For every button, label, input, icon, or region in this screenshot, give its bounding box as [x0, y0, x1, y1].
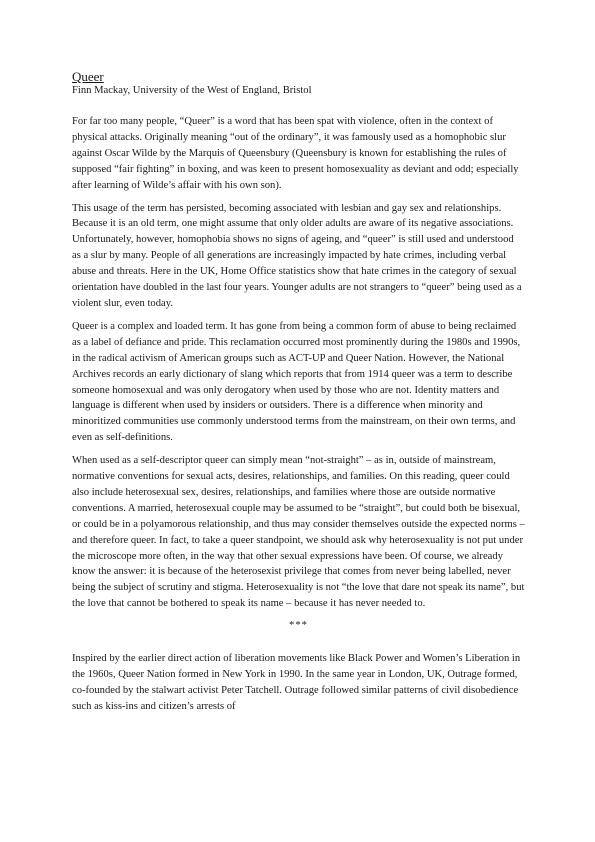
document-title: Queer — [72, 69, 104, 84]
document-body — [72, 70, 525, 722]
paragraph: For far too many people, “Queer” is a word that has been spat with violence, often in the context of physical attacks. Originally meaning “out of the ordinary”, it was famously used as a homophobic slur against Oscar Wilde by the Marquis of Queensbury (Queensbury is known for establishing the rules of supposed “fair fighting” in boxing, and was keen to present homosexuality as deviant and odd; especially after learning of Wilde’s affair with his own son). — [72, 116, 519, 191]
paragraph: Queer is a complex and loaded term. It has gone from being a common form of abuse to being reclaimed as a label of defiance and pride. This reclamation occurred most prominently during the 1980s and 1990s, in the radical activism of American groups such as ACT-UP and Queer Nation. However, the National Archives records an early dictionary of slang which reports that from 1914 queer was a term to describe someone homosexual and was only derogatory when used by those who are not. Identity matters and language is different when used by insiders or outsiders. There is a difference when minority and minoritized communities use commonly understood terms from the mainstream, on their own terms, and even as self-definitions. — [72, 320, 521, 444]
paragraph: When used as a self-descriptor queer can simply mean “not-straight” – as in, outside of mainstream, normative conventions for sexual acts, desires, relationships, and families. On this reading, queer could also include heterosexual sex, desires, relationships, and families where those are outside normative conventions. A married, heterosexual couple may be assumed to be “straight”, but could both be bisexual, or could be in a polyamorous relationship, and thus may consider themselves outside the expected norms – and therefore queer. In fact, to take a queer standpoint, we should ask why heterosexuality is not put under the microscope more often, in the way that other sexual expressions have been. Of course, we already know the answer: it is because of the heterosexist privilege that comes from never being labelled, never being the subject of scrutiny and stigma. Heterosexuality is not “the love that dare not speak its name”, but the love that cannot be bothered to speak its name – because it has never needed to. — [72, 455, 525, 610]
section-separator: *** — [289, 620, 308, 632]
author-line: Finn Mackay, University of the West of England, Bristol — [72, 85, 312, 96]
paragraph: Inspired by the earlier direct action of liberation movements like Black Power and Women’s Liberation in the 1960s, Queer Nation formed in New York in 1990. In the same year in London, UK, Outrage formed, co-founded by the stalwart activist Peter Tatchell. Outrage followed similar patterns of civil disobedience such as kiss-ins and citizen’s arrests of — [72, 653, 521, 712]
paragraph: This usage of the term has persisted, becoming associated with lesbian and gay sex and relationships. Because it is an old term, one might assume that only older adults are aware of its negative associations. Unfortunately, however, homophobia shows no signs of ageing, and “queer” is still used and understood as a slur by many. People of all generations are increasingly impacted by hate crimes, including verbal abuse and threats. Here in the UK, Home Office statistics show that hate crimes in the category of sexual orientation have doubled in the last four years. Younger adults are not strangers to “queer” being used as a violent slur, even today. — [72, 202, 522, 309]
